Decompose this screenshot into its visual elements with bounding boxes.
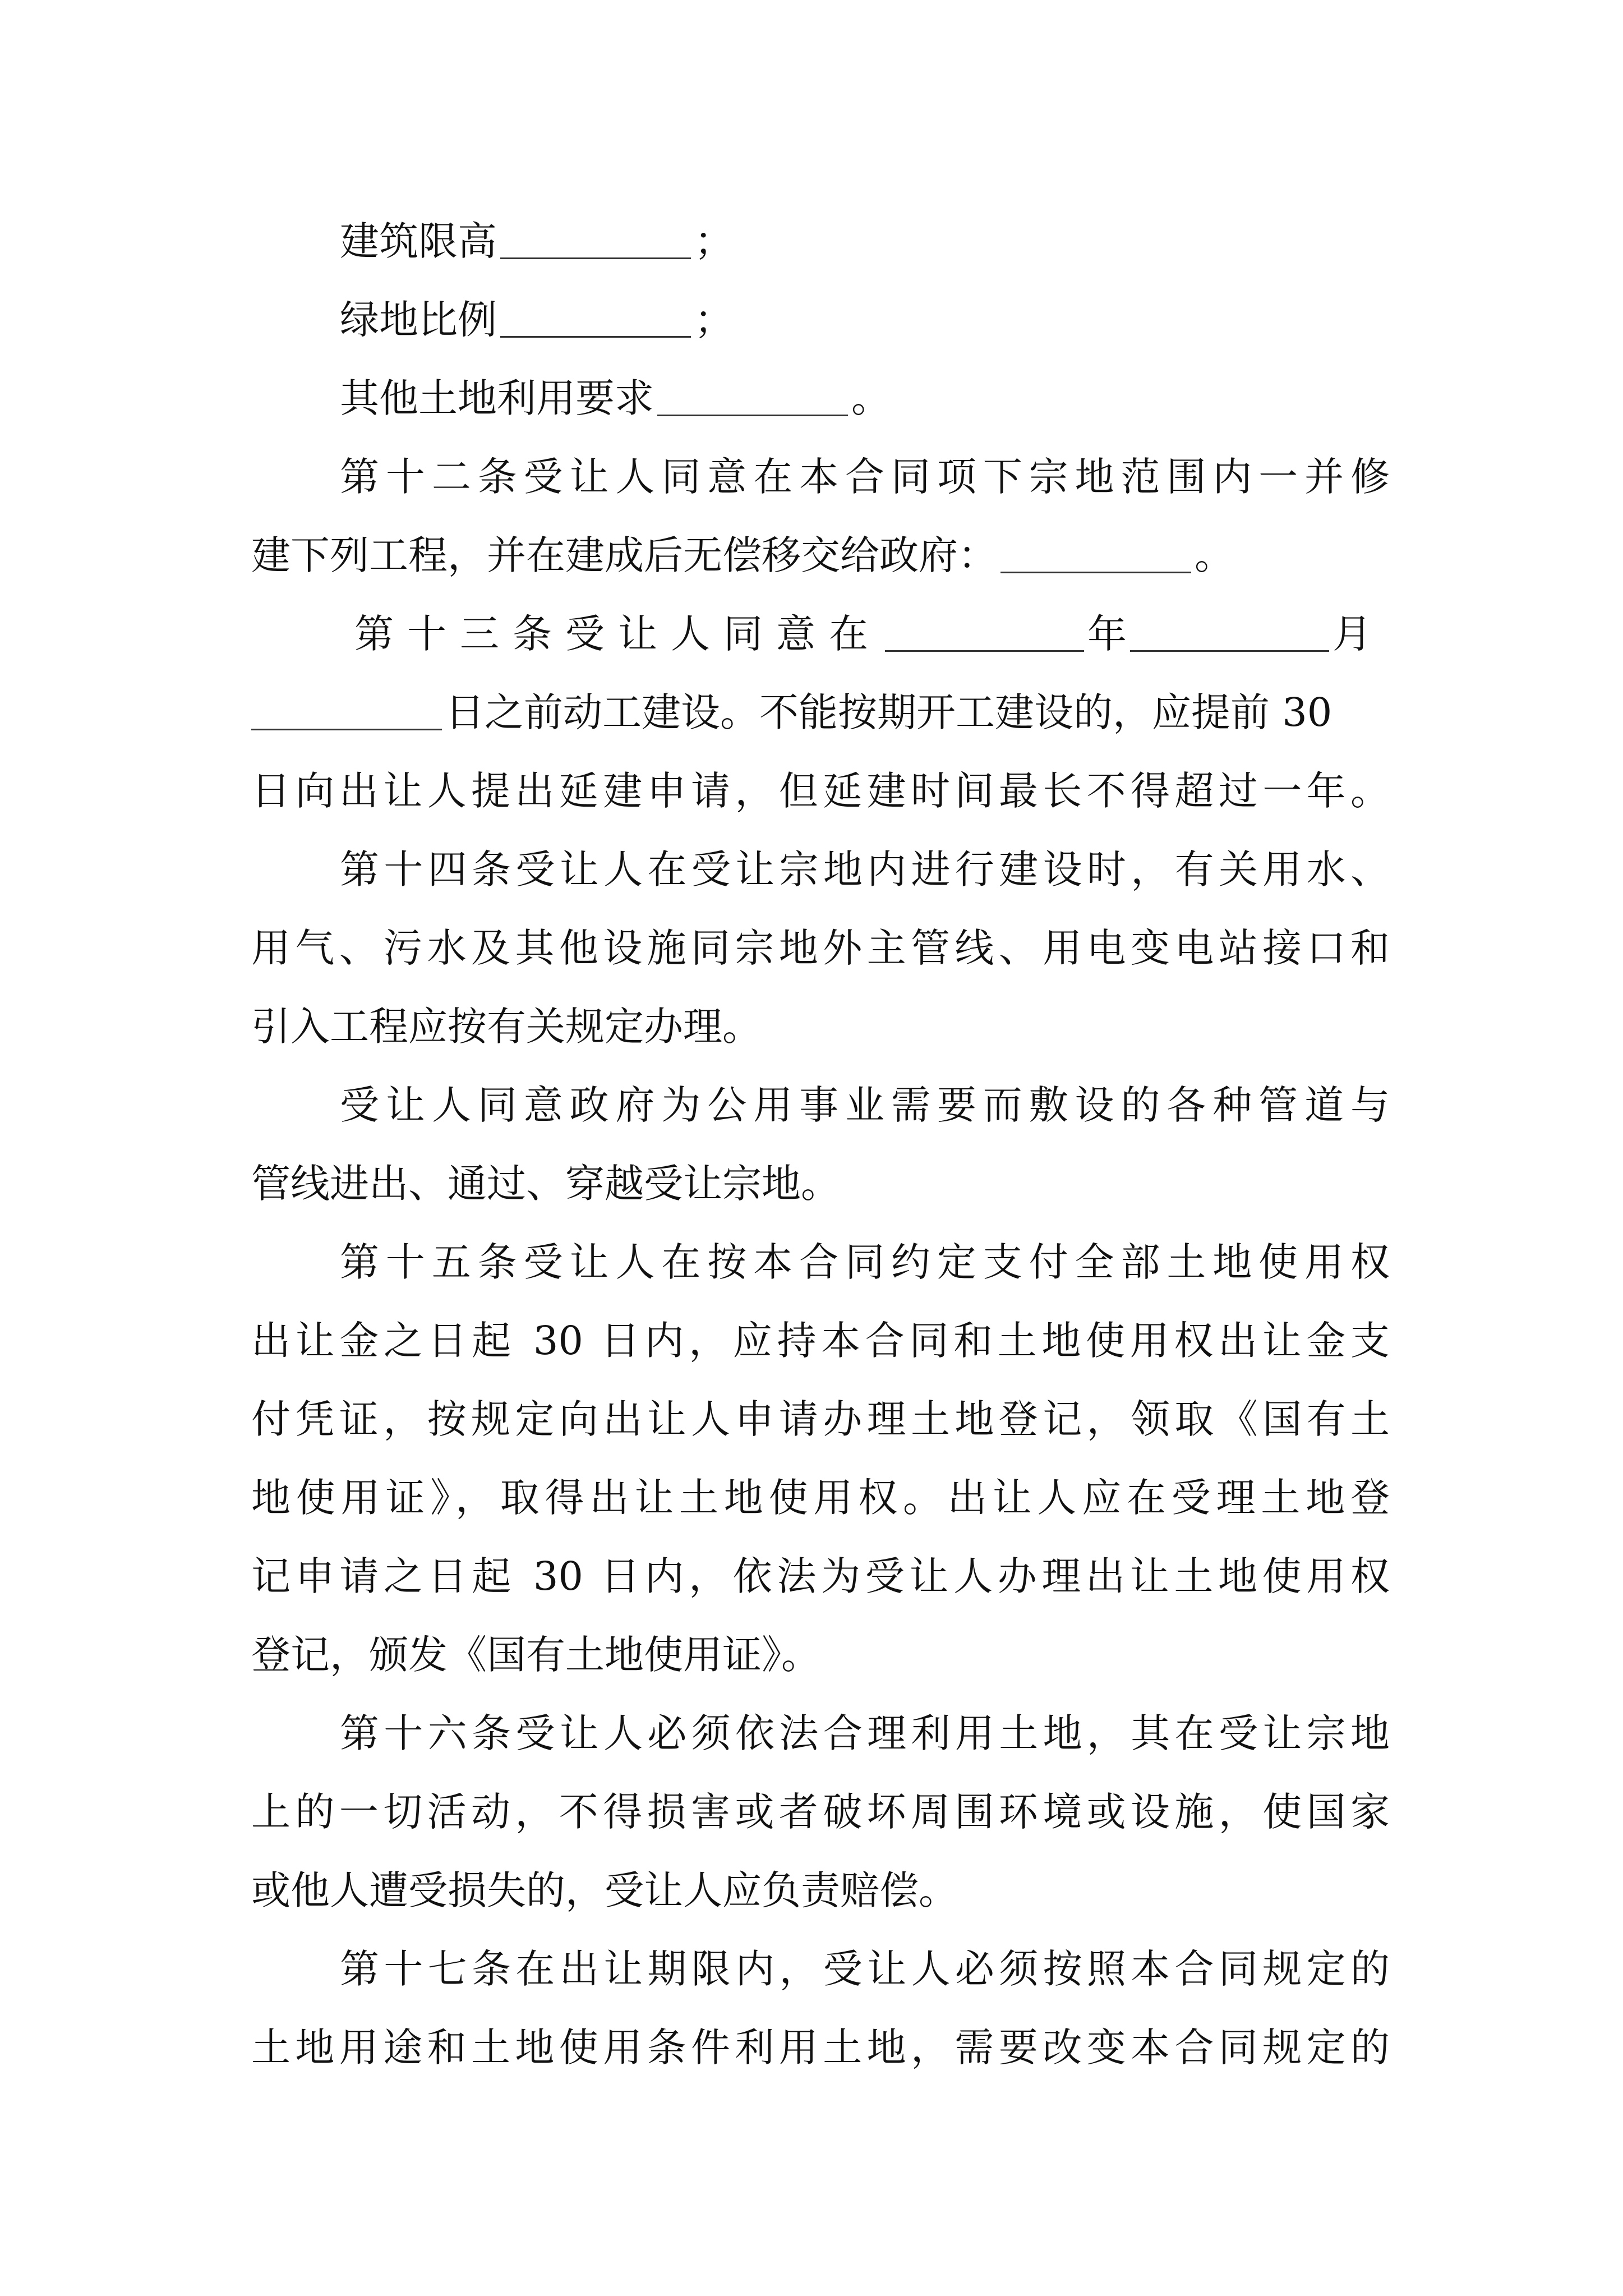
art14-line-1: 第十四条受让人在受让宗地内进行建设时，有关用水、	[340, 846, 1390, 892]
height-limit-label: 建筑限高	[340, 218, 497, 264]
art13-line-3: 日向出让人提出延建申请，但延建时间最长不得超过一年。	[251, 768, 1390, 814]
art13-year-blank[interactable]	[885, 611, 1084, 652]
green-ratio-blank[interactable]	[500, 297, 691, 338]
art13-year-label: 年	[1087, 611, 1127, 657]
art15-line-5: 记申请之日起 30 日内，依法为受让人办理出让土地使用权	[251, 1553, 1390, 1599]
art14-line-3: 引入工程应按有关规定办理。	[251, 1004, 762, 1050]
other-reqs-label: 其他土地利用要求	[340, 375, 654, 421]
art12-line-1: 第十二条受让人同意在本合同项下宗地范围内一并修	[340, 454, 1390, 500]
art13-line-1	[354, 606, 1404, 662]
art14-line-2: 用气、污水及其他设施同宗地外主管线、用电变电站接口和	[251, 925, 1390, 971]
height-limit-line	[340, 213, 1390, 269]
green-ratio-line	[340, 292, 1390, 348]
height-limit-end: ；	[694, 218, 734, 264]
art17-line-2: 土地用途和土地使用条件利用土地，需要改变本合同规定的	[251, 2024, 1390, 2070]
art13-month-label: 月	[1332, 611, 1372, 657]
art12-text: 建下列工程，并在建成后无偿移交给政府：	[251, 532, 997, 578]
art12-blank[interactable]	[1000, 532, 1191, 573]
art14b-line-1: 受让人同意政府为公用事业需要而敷设的各种管道与	[340, 1082, 1390, 1128]
art15-line-6: 登记，颁发《国有土地使用证》。	[251, 1632, 820, 1678]
art13-line-2	[251, 684, 1390, 740]
art13-prefix: 第十三条受让人同意在	[354, 611, 882, 657]
art16-line-3: 或他人遭受损失的，受让人应负责赔偿。	[251, 1867, 958, 1913]
green-ratio-end: ；	[694, 297, 734, 343]
art15-line-2: 出让金之日起 30 日内，应持本合同和土地使用权出让金支	[251, 1318, 1390, 1364]
other-reqs-end: 。	[851, 375, 891, 421]
art13-day-blank[interactable]	[251, 689, 442, 730]
art15-line-1: 第十五条受让人在按本合同约定支付全部土地使用权	[340, 1239, 1390, 1285]
art17-line-1: 第十七条在出让期限内，受让人必须按照本合同规定的	[340, 1946, 1390, 1992]
green-ratio-label: 绿地比例	[340, 297, 497, 343]
art14b-line-2: 管线进出、通过、穿越受让宗地。	[251, 1161, 840, 1207]
art16-line-2: 上的一切活动，不得损害或者破坏周围环境或设施，使国家	[251, 1789, 1390, 1835]
art16-line-1: 第十六条受让人必须依法合理利用土地，其在受让宗地	[340, 1710, 1390, 1756]
art15-line-4: 地使用证》，取得出让土地使用权。出让人应在受理土地登	[251, 1475, 1390, 1521]
art12-line-2	[251, 527, 1390, 583]
art12-end: 。	[1195, 532, 1234, 578]
art13-day-text: 日之前动工建设。不能按期开工建设的，应提前 30	[445, 689, 1332, 735]
height-limit-blank[interactable]	[500, 218, 691, 259]
other-reqs-line	[340, 370, 1390, 426]
art15-line-3: 付凭证，按规定向出让人申请办理土地登记，领取《国有土	[251, 1396, 1390, 1442]
other-reqs-blank[interactable]	[657, 375, 848, 416]
art13-month-blank[interactable]	[1130, 611, 1329, 652]
